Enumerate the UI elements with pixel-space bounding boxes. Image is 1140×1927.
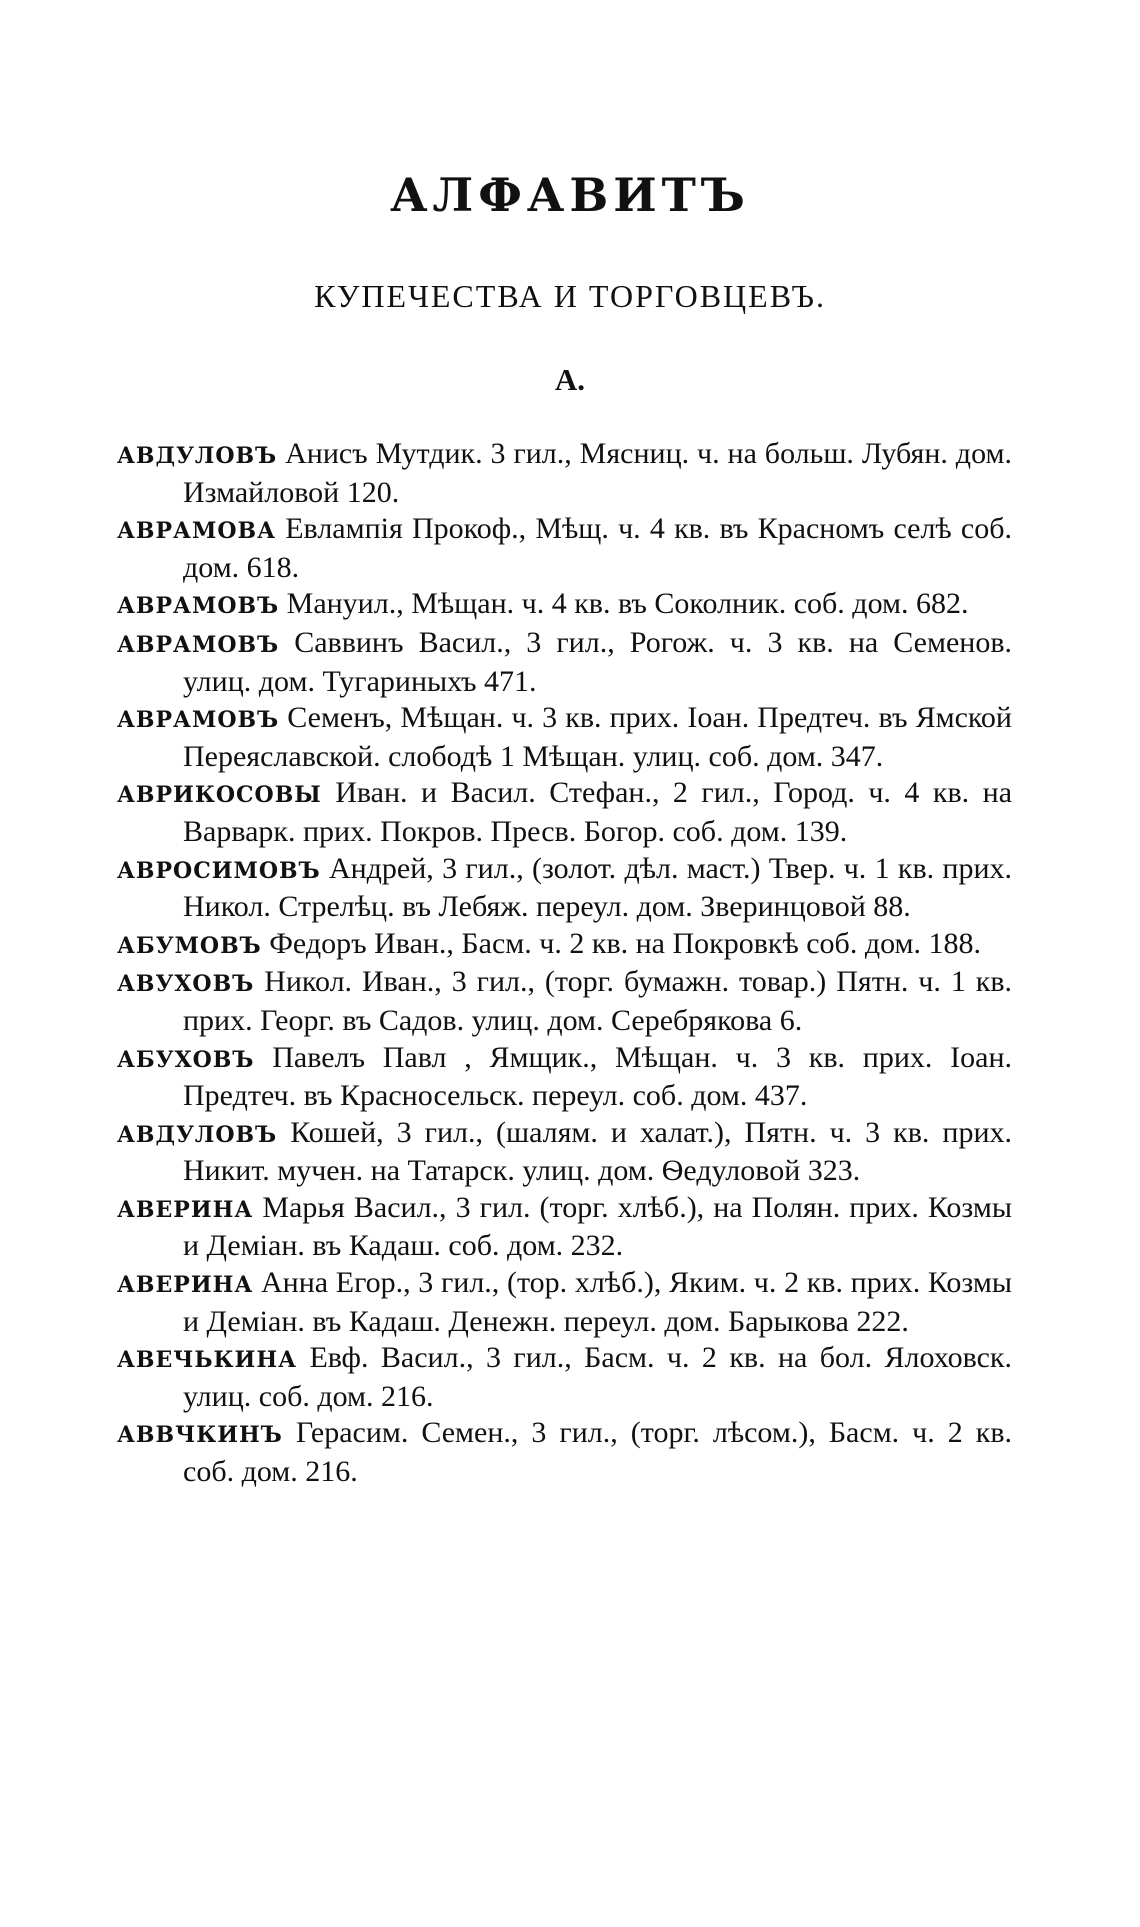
entry-text: Анна Егор., 3 гил., (тор. хлѣб.), Яким. ч. 2 кв. прих. Козмы и Деміан. въ Кадаш. Денежн. переул. дом. Барыкова 222. [183, 1266, 1012, 1338]
entry-surname: АВРАМОВА [117, 518, 277, 545]
list-item [117, 775, 1012, 850]
list-item [117, 1340, 1012, 1415]
list-item [117, 1115, 1012, 1190]
list-item [117, 1190, 1012, 1265]
entry-text: Мануил., Мѣщан. ч. 4 кв. въ Соколник. соб. дом. 682. [286, 587, 969, 621]
entry-surname: АВЕРИНА [117, 1196, 254, 1223]
list-item [117, 511, 1012, 586]
entry-text: Иван. и Васил. Стефан., 2 гил., Город. ч. 4 кв. на Варварк. прих. Покров. Пресв. Богор. соб. дом. 139. [183, 776, 1013, 848]
list-item [117, 436, 1012, 511]
list-item [117, 586, 1012, 625]
entry-surname: АВРАМОВЪ [117, 593, 280, 620]
entry-text: Никол. Иван., 3 гил., (торг. бумажн. товар.) Пятн. ч. 1 кв. прих. Георг. въ Садов. улиц. дом. Серебрякова 6. [183, 965, 1012, 1037]
entry-text: Саввинъ Васил., 3 гил., Рогож. ч. 3 кв. на Семенов. улиц. дом. Тугариныхъ 471. [183, 625, 1012, 698]
entry-surname: АВРИКОСОВЫ [117, 782, 322, 809]
entry-text: Андрей, 3 гил., (золот. дѣл. маст.) Твер. ч. 1 кв. прих. Никол. Стрелѣц. въ Лебяж. переул. дом. Зверинцовой 88. [183, 851, 1012, 924]
entry-surname: АБУМОВЪ [117, 932, 262, 959]
entry-surname: АВВЧКИНЪ [117, 1422, 283, 1449]
entry-surname: АВРАМОВЪ [117, 631, 280, 658]
entry-text: Павелъ Павл , Ямщик., Мѣщан. ч. 3 кв. прих. Іоан. Предтеч. въ Красносельск. переул. соб. дом. 437. [183, 1040, 1012, 1113]
entry-surname: АВЕЧЬКИНА [117, 1347, 298, 1374]
list-item [117, 926, 1012, 965]
entry-list [117, 436, 1012, 1491]
list-item [117, 700, 1012, 775]
entry-text: Герасим. Семен., 3 гил., (торг. лѣсом.), Басм. ч. 2 кв. соб. дом. 216. [183, 1416, 1012, 1489]
entry-text: Кошей, 3 гил., (шалям. и халат.), Пятн. ч. 3 кв. прих. Никит. мучен. на Татарск. улиц. дом. Ѳедуловой 323. [183, 1115, 1013, 1188]
entry-text: Евлампія Прокоф., Мѣщ. ч. 4 кв. въ Красномъ селѣ соб. дом. 618. [183, 512, 1012, 584]
entry-text: Анисъ Мутдик. 3 гил., Мясниц. ч. на больш. Лубян. дом. Измайловой 120. [183, 437, 1012, 509]
entry-text: Марья Васил., 3 гил. (торг. хлѣб.), на Полян. прих. Козмы и Деміан. въ Кадаш. соб. дом. 232. [183, 1190, 1013, 1263]
list-item [117, 1040, 1012, 1115]
list-item [117, 964, 1012, 1039]
section-letter: А. [554, 362, 586, 397]
entry-surname: АВЕРИНА [117, 1272, 254, 1299]
entry-surname: АВДУЛОВЪ [117, 1121, 278, 1148]
entry-surname: АБУХОВЪ [117, 1046, 255, 1073]
list-item [117, 1265, 1012, 1340]
entry-surname: АВДУЛОВЪ [117, 443, 278, 469]
entry-text: Семенъ, Мѣщан. ч. 3 кв. прих. Іоан. Предтеч. въ Ямской Переяславской. слободѣ 1 Мѣщан. улиц. соб. дом. 347. [183, 701, 1012, 773]
list-item [117, 1415, 1012, 1490]
entry-surname: АВУХОВЪ [117, 971, 255, 998]
entry-surname: АВРОСИМОВЪ [117, 857, 321, 884]
page-subtitle: КУПЕЧЕСТВА И ТОРГОВЦЕВЪ. [314, 278, 826, 314]
entry-text: Евф. Васил., 3 гил., Басм. ч. 2 кв. на бол. Ялоховск. улиц. соб. дом. 216. [183, 1341, 1012, 1413]
list-item [117, 851, 1012, 926]
list-item [117, 625, 1012, 700]
page-title: АЛФАВИТЪ [390, 168, 750, 222]
entry-surname: АВРАМОВЪ [117, 707, 280, 734]
entry-text: Федоръ Иван., Басм. ч. 2 кв. на Покровкѣ соб. дом. 188. [269, 926, 982, 960]
